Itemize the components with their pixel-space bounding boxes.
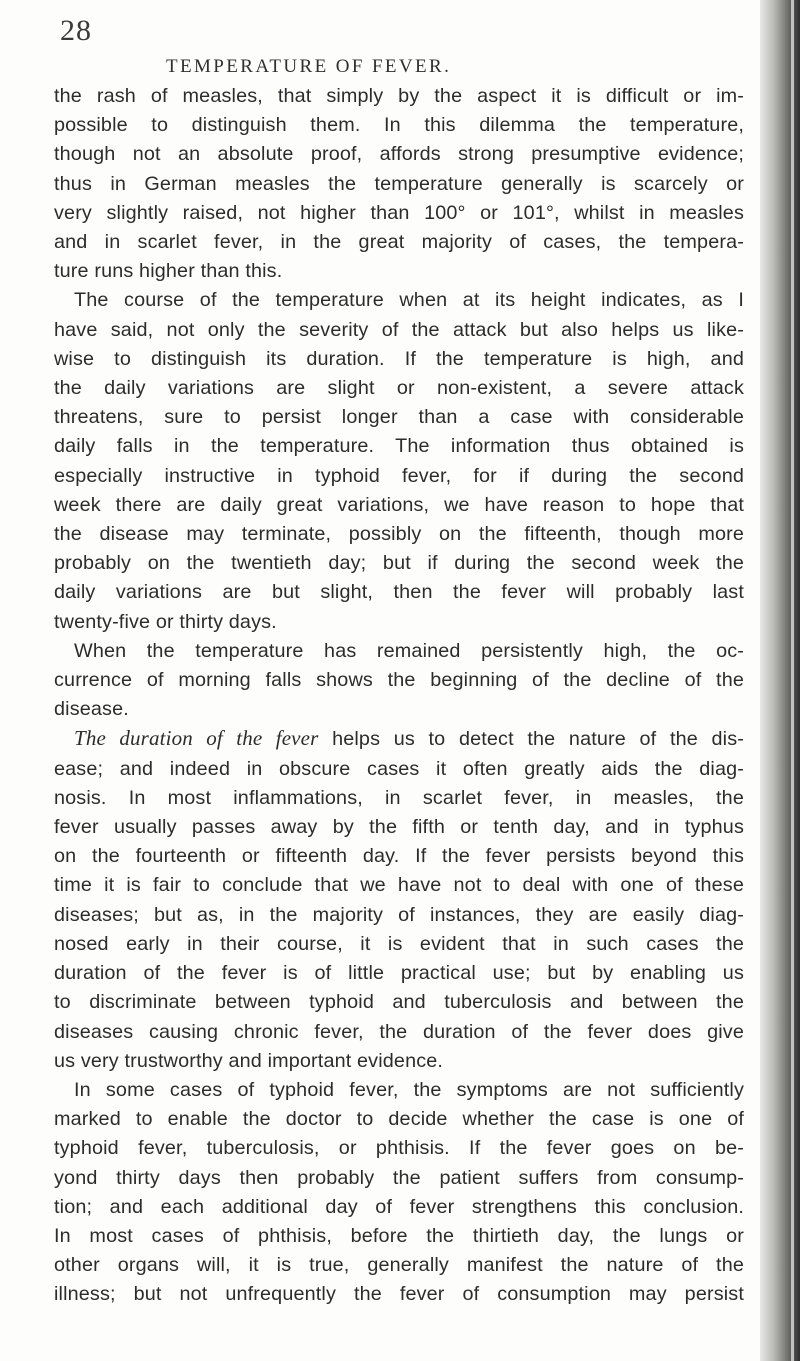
line-text: daily falls in the temperature. The information thus obtained is [54, 435, 744, 458]
running-head: TEMPERATURE OF FEVER. [166, 56, 452, 77]
line-text: ture runs higher than this. [54, 260, 283, 283]
line-text: nosed early in their course, it is evident that in such cases the [54, 932, 744, 955]
text-line [54, 1047, 744, 1076]
line-text: us very trustworthy and important evidence. [54, 1049, 444, 1072]
body-text [54, 82, 744, 1310]
text-line [54, 959, 744, 988]
line-text: probably on the twentieth day; but if during the second week the [54, 552, 744, 575]
line-text: disease. [54, 698, 129, 721]
line-text: In most cases of phthisis, before the thirtieth day, the lungs or [54, 1224, 744, 1247]
text-line [54, 1222, 744, 1251]
text-line [54, 930, 744, 959]
text-line [54, 784, 744, 813]
line-text: time it is fair to conclude that we have not to deal with one of these [54, 874, 744, 897]
line-text: thus in German measles the temperature generally is scarcely or [54, 172, 744, 195]
line-text: twenty-five or thirty days. [54, 610, 277, 633]
text-line [54, 1280, 744, 1309]
text-line [54, 1076, 744, 1105]
text-line [54, 1105, 744, 1134]
line-text: to discriminate between typhoid and tuberculosis and between the [54, 991, 744, 1014]
text-line [54, 286, 744, 315]
line-text: typhoid fever, tuberculosis, or phthisis. If the fever goes on be- [54, 1137, 744, 1160]
text-line [54, 666, 744, 695]
text-line [54, 637, 744, 666]
text-line [54, 520, 744, 549]
line-text: daily variations are but slight, then the fever will probably last [54, 581, 744, 604]
italic-phrase: The duration of the fever [74, 726, 319, 751]
line-text: have said, not only the severity of the attack but also helps us like- [54, 318, 744, 341]
text-line [54, 842, 744, 871]
text-line [54, 316, 744, 345]
text-line [54, 608, 744, 637]
text-line [54, 1251, 744, 1280]
line-text: diseases; but as, in the majority of instances, they are easily diag- [54, 903, 744, 926]
text-line [54, 813, 744, 842]
line-text: other organs will, it is true, generally manifest the nature of the [54, 1254, 744, 1277]
text-line [54, 695, 744, 724]
text-line [54, 578, 744, 607]
line-text: diseases causing chronic fever, the duration of the fever does give [54, 1020, 744, 1043]
text-line [54, 111, 744, 140]
line-text: In some cases of typhoid fever, the symptoms are not sufficiently [74, 1078, 744, 1101]
text-line [54, 462, 744, 491]
text-line [54, 1164, 744, 1193]
text-line [54, 901, 744, 930]
line-text: the daily variations are slight or non-existent, a severe attack [54, 377, 744, 400]
text-line [54, 988, 744, 1017]
book-binding-shadow [760, 0, 800, 1361]
line-text: ease; and indeed in obscure cases it often greatly aids the diag- [54, 757, 744, 780]
page-number: 28 [60, 14, 92, 47]
line-text: yond thirty days then probably the patient suffers from consump- [54, 1166, 744, 1189]
text-line [54, 374, 744, 403]
text-line [54, 871, 744, 900]
line-text: duration of the fever is of little practical use; but by enabling us [54, 962, 744, 985]
text-line [54, 140, 744, 169]
text-line [54, 199, 744, 228]
line-text: threatens, sure to persist longer than a case with considerable [54, 406, 744, 429]
line-text: possible to distinguish them. In this dilemma the temperature, [54, 114, 744, 137]
text-line [54, 403, 744, 432]
line-text: very slightly raised, not higher than 100° or 101°, whilst in measles [54, 201, 744, 224]
page-edge [791, 0, 794, 1361]
line-text: especially instructive in typhoid fever, for if during the second [54, 464, 744, 487]
line-text: though not an absolute proof, affords strong presumptive evidence; [54, 143, 744, 166]
text-line [54, 228, 744, 257]
text-line [54, 1018, 744, 1047]
text-line [54, 1134, 744, 1163]
line-text: week there are daily great variations, we have reason to hope that [54, 493, 744, 516]
line-text: illness; but not unfrequently the fever of consumption may persist [54, 1283, 744, 1306]
line-text: fever usually passes away by the fifth or tenth day, and in typhus [54, 816, 744, 839]
text-line [54, 1193, 744, 1222]
line-text: the disease may terminate, possibly on the fifteenth, though more [54, 523, 744, 546]
text-line [54, 724, 744, 754]
line-text: on the fourteenth or fifteenth day. If the fever persists beyond this [54, 845, 744, 868]
line-text: nosis. In most inflammations, in scarlet fever, in measles, the [54, 786, 744, 809]
line-text: the rash of measles, that simply by the aspect it is difficult or im- [54, 85, 744, 107]
text-line [54, 257, 744, 286]
text-line [54, 170, 744, 199]
line-text: marked to enable the doctor to decide whether the case is one of [54, 1108, 744, 1131]
text-line [54, 491, 744, 520]
line-text: currence of morning falls shows the beginning of the decline of the [54, 669, 744, 692]
line-text: The course of the temperature when at its height indicates, as I [74, 289, 744, 312]
line-text: When the temperature has remained persistently high, the oc- [74, 639, 744, 662]
text-line [54, 755, 744, 784]
line-text: helps us to detect the nature of the dis- [318, 728, 744, 751]
text-line [54, 345, 744, 374]
line-text: and in scarlet fever, in the great majority of cases, the tempera- [54, 231, 744, 254]
text-line [54, 432, 744, 461]
line-text: wise to distinguish its duration. If the temperature is high, and [54, 347, 744, 370]
line-text: tion; and each additional day of fever strengthens this conclusion. [54, 1195, 744, 1218]
text-line [54, 549, 744, 578]
text-line [54, 82, 744, 111]
